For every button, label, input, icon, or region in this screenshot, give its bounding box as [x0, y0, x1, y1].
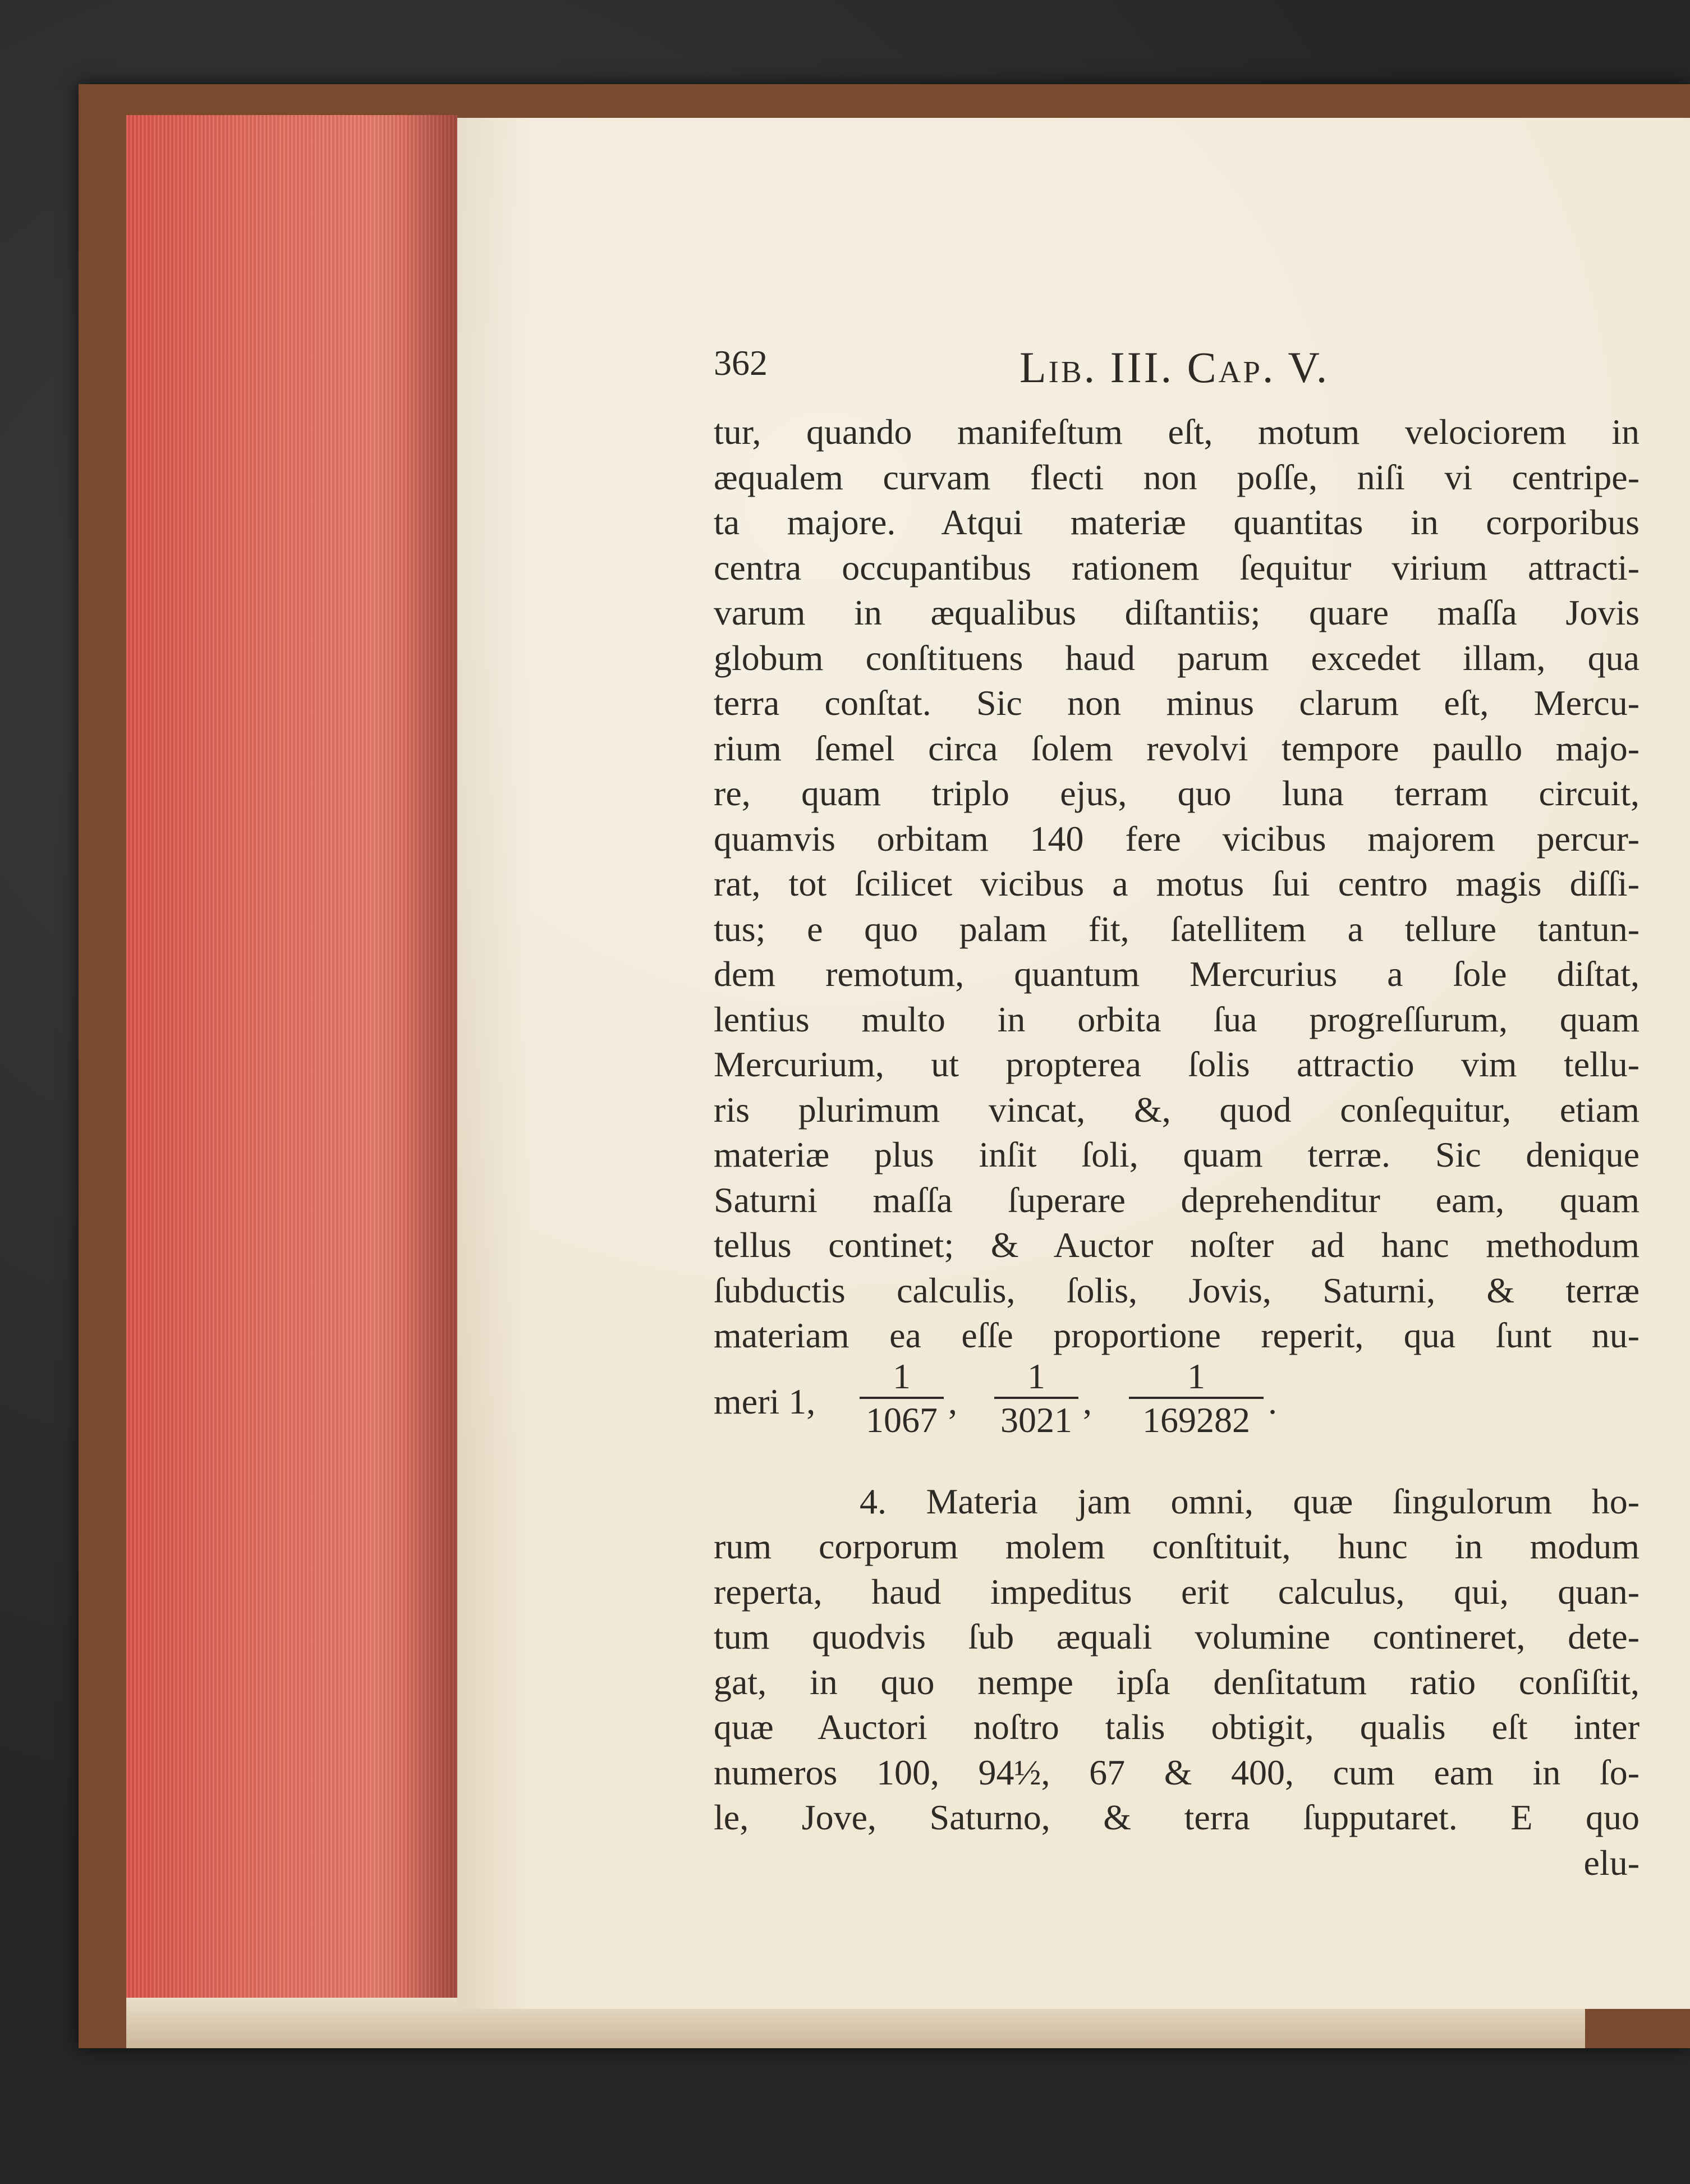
running-head [714, 337, 1640, 410]
fraction-denominator: 1067 [866, 1400, 938, 1440]
text-line: dem remotum, quantum Mercurius a ſole diſtat, [714, 954, 1640, 994]
text-line: materiam ea eſſe proportione reperit, qua ſunt nu- [714, 1315, 1640, 1355]
text-line: materiæ plus inſit ſoli, quam terræ. Sic denique [714, 1135, 1640, 1174]
text-line: numeros 100, 94½, 67 & 400, cum eam in ſo- [714, 1752, 1640, 1792]
page-text [714, 337, 1640, 1885]
page-number: 362 [714, 343, 768, 383]
text-line: terra conſtat. Sic non minus clarum eſt, Mercu- [714, 683, 1640, 723]
formula-separator: , [948, 1381, 957, 1421]
text-line: ſubductis calculis, ſolis, Jovis, Saturni, & terræ [714, 1270, 1640, 1310]
fraction [1129, 1356, 1264, 1440]
paragraph-1 [714, 410, 1640, 1359]
fraction [994, 1356, 1078, 1440]
fraction-bar [994, 1397, 1078, 1399]
text-line: ris plurimum vincat, &, quod conſequitur, etiam [714, 1089, 1640, 1130]
formula-separator: , [1083, 1381, 1092, 1421]
fraction-denominator: 169282 [1142, 1400, 1250, 1440]
text-line: gat, in quo nempe ipſa denſitatum ratio conſiſtit, [714, 1662, 1640, 1702]
formula-separator: . [1268, 1381, 1277, 1421]
text-line: re, quam triplo ejus, quo luna terram circuit, [714, 773, 1640, 813]
chapter-heading: Lib. III. Cap. V. [1019, 343, 1330, 392]
fraction-numerator: 1 [893, 1356, 911, 1396]
fraction-numerator: 1 [1187, 1356, 1205, 1396]
text-line: varum in æqualibus diſtantiis; quare maſſa Jovis [714, 593, 1640, 632]
text-line: rum corporum molem conſtituit, hunc in modum [714, 1526, 1640, 1566]
text-line: quæ Auctori noſtro talis obtigit, qualis eſt inter [714, 1707, 1640, 1747]
formula-lead: meri 1, [714, 1381, 816, 1421]
text-line: le, Jove, Saturno, & terra ſupputaret. E quo [714, 1797, 1640, 1837]
fraction-numerator: 1 [1027, 1356, 1045, 1396]
fore-edge-shadow [404, 115, 457, 2034]
fraction-bar [1129, 1397, 1264, 1399]
text-line: quamvis orbitam 140 fere vicibus majorem percur- [714, 818, 1640, 859]
text-line: 4. Materia jam omni, quæ ſingulorum ho- [860, 1481, 1640, 1521]
text-line: globum conſtituens haud parum excedet illam, qua [714, 637, 1640, 678]
text-line: rat, tot ſcilicet vicibus a motus ſui centro magis diſſi- [714, 864, 1640, 903]
ratio-formula [714, 1356, 1640, 1457]
text-line: æqualem curvam flecti non poſſe, niſi vi centripe- [714, 457, 1640, 497]
fraction-bar [860, 1397, 944, 1399]
text-line: lentius multo in orbita ſua progreſſurum, quam [714, 999, 1640, 1039]
fraction [860, 1356, 944, 1440]
paragraph-2 [714, 1479, 1640, 1886]
paragraph-gap [714, 1457, 1640, 1479]
text-line: Mercurium, ut propterea ſolis attractio vim tellu- [714, 1044, 1640, 1084]
catchword: elu- [1583, 1842, 1640, 1883]
text-line: tellus continet; & Auctor noſter ad hanc methodum [714, 1225, 1640, 1265]
text-line: reperta, haud impeditus erit calculus, qui, quan- [714, 1571, 1640, 1612]
text-line: ta majore. Atqui materiæ quantitas in corporibus [714, 502, 1640, 542]
text-line: centra occupantibus rationem ſequitur virium attracti- [714, 547, 1640, 588]
text-line: tur, quando manifeſtum eſt, motum velociorem in [714, 412, 1640, 452]
text-line: Saturni maſſa ſuperare deprehenditur eam, quam [714, 1180, 1640, 1220]
text-line: tum quodvis ſub æquali volumine contineret, dete- [714, 1617, 1640, 1657]
fraction-denominator: 3021 [1000, 1400, 1072, 1440]
text-line: rium ſemel circa ſolem revolvi tempore paullo majo- [714, 728, 1640, 768]
text-line: tus; e quo palam fit, ſatellitem a tellure tantun- [714, 909, 1640, 949]
